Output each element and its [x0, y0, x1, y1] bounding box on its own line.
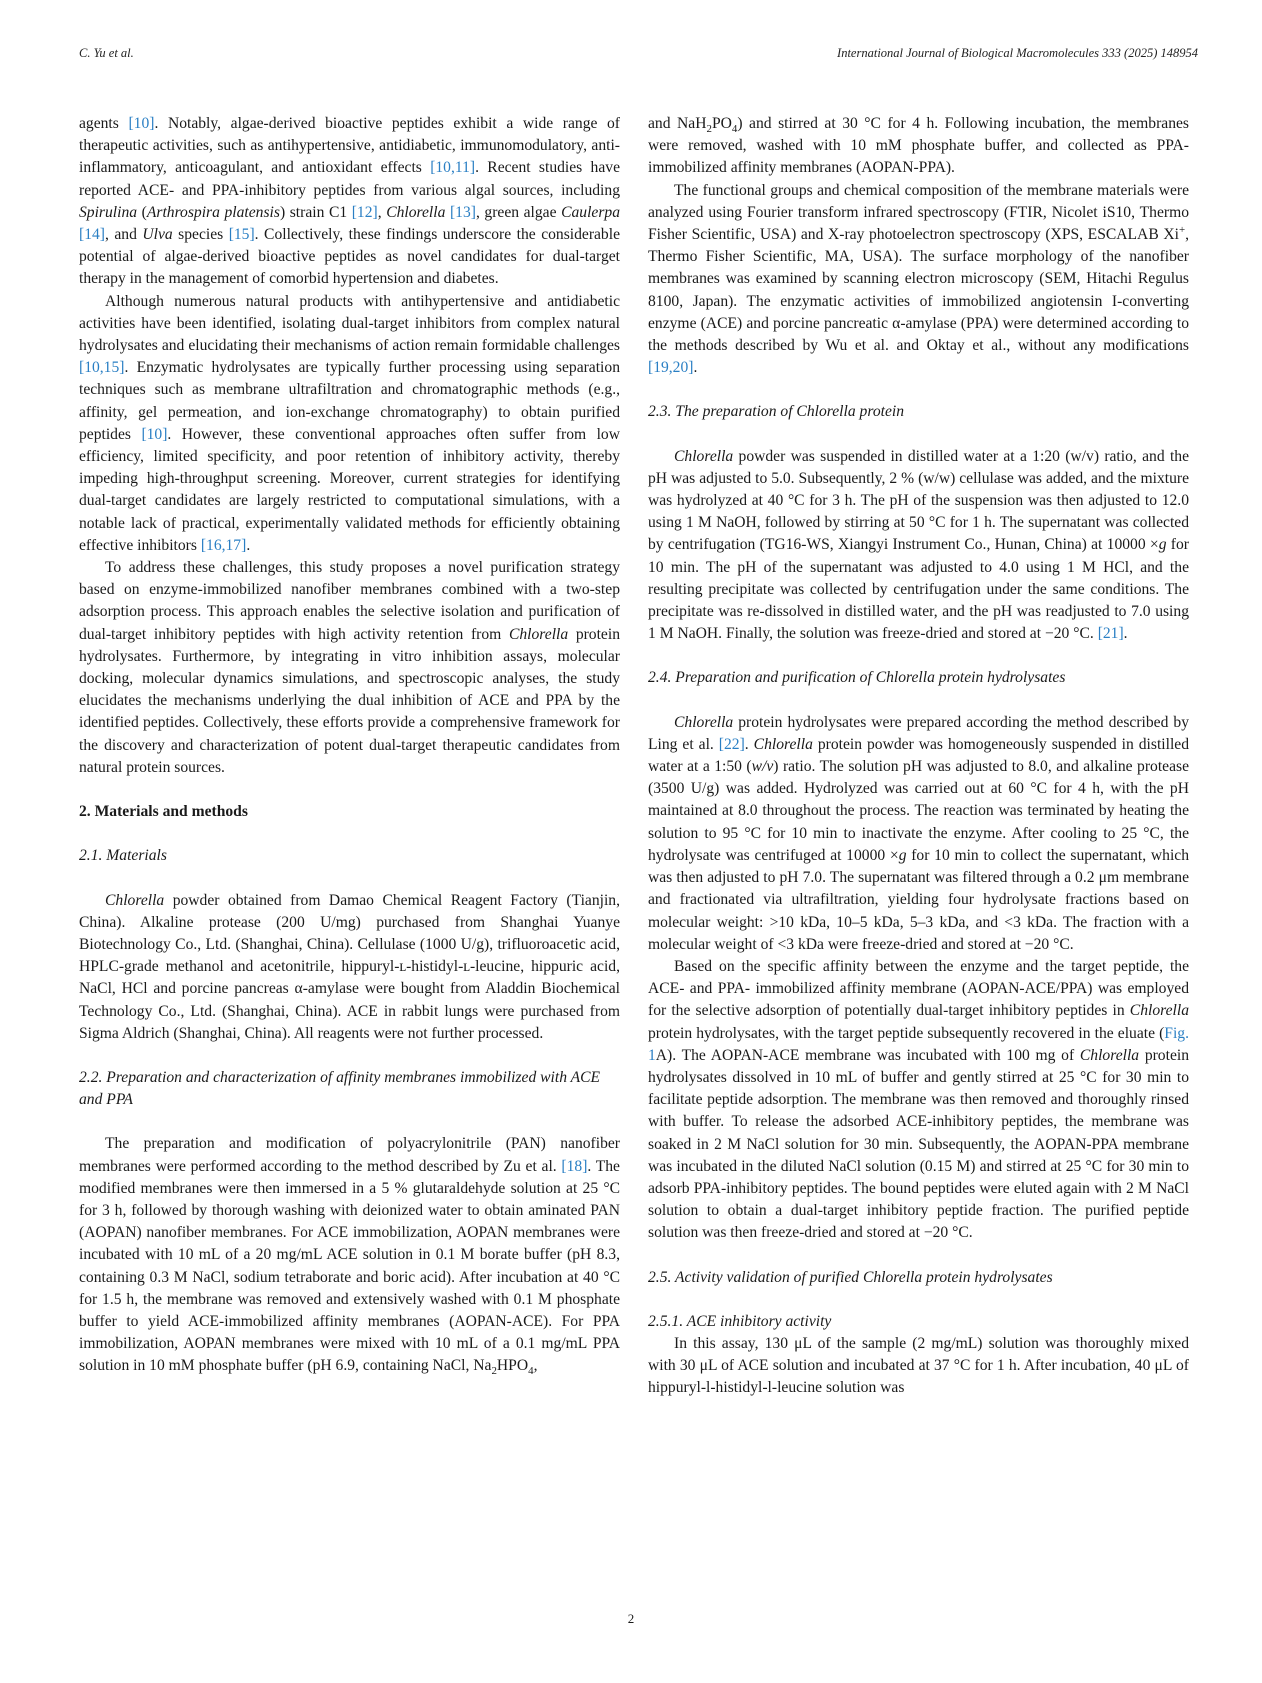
- right-column: [648, 113, 1189, 1400]
- paragraph-hydrolysate-prep: Chlorella protein hydrolysates were prepared according the method described by Ling et al. [22]. Chlorella protein powder was homogeneously suspended in distilled water at a 1:50 (w/v) ratio. The solution pH was adjusted to 8.0, and alkaline protease (3500 U/g) was added. Hydrolyzed was carried out at 60 °C for 4 h, with the pH maintained at 8.0 throughout the process. The reaction was terminated by heating the solution to 95 °C for 10 min to inactivate the enzyme. After cooling to 25 °C, the hydrolysate was centrifuged at 10000 ×g for 10 min to collect the supernatant, which was then adjusted to pH 7.0. The supernatant was filtered through a 0.2 μm membrane and fractionated via ultrafiltration, yielding four hydrolysate fractions based on molecular weight: >10 kDa, 10–5 kDa, 5–3 kDa, and <3 kDa. The fraction with a molecular weight of <3 kDa were freeze-dried and stored at −20 °C.: [648, 713, 1190, 953]
- header-journal: International Journal of Biological Macromolecules 333 (2025) 148954: [837, 46, 1198, 60]
- paragraph-membrane-prep: The preparation and modification of polyacrylonitrile (PAN) nanofiber membranes were performed according to the method described by Zu et al. [18]. The modified membranes were then immersed in a 5 % glutaraldehyde solution at 25 °C for 3 h, followed by thorough washing with deionized water to obtain aminated PAN (AOPAN) nanofiber membranes. For ACE immobilization, AOPAN membranes were incubated with 10 mL of a 20 mg/mL ACE solution in 0.1 M borate buffer (pH 8.3, containing 0.3 M NaCl, sodium tetraborate and boric acid). After incubation at 40 °C for 1.5 h, the membrane was removed and extensively washed with 0.1 M phosphate buffer to yield ACE-immobilized affinity membranes (AOPAN-ACE). For PPA immobilization, AOPAN membranes were mixed with 10 mL of a 0.1 mg/mL PPA solution in 10 mM phosphate buffer (pH 6.9, containing NaCl, $Na_2HPO_4$,: [79, 1135, 620, 1378]
- paragraph-chlorella-protein: Chlorella powder was suspended in distilled water at a 1:20 (w/v) ratio, and the pH was adjusted to 5.0. Subsequently, 2 % (w/w) cellulase was added, and the mixture was hydrolyzed at 40 °C for 3 h. The pH of the suspension was then adjusted to 12.0 using 1 M NaOH, followed by stirring at 50 °C for 1 h. The supernatant was collected by centrifugation (TG16-WS, Xiangyi Instrument Co., Hunan, China) at 10000 ×g for 10 min. The pH of the supernatant was adjusted to 4.0 using 1 M HCl, and the resulting precipitate was collected by centrifugation under the same conditions. The precipitate was re-dissolved in distilled water, and the pH was readjusted to 7.0 using 1 M NaOH. Finally, the solution was freeze-dried and stored at −20 °C. [21].: [648, 447, 1189, 643]
- citation-link[interactable]: [10]: [128, 115, 155, 132]
- citation-link[interactable]: [21]: [1097, 625, 1124, 643]
- left-column: [79, 113, 620, 1378]
- figure-link[interactable]: Fig. 1: [648, 1024, 1189, 1064]
- subsection-heading-chlorella-protein: 2.3. The preparation of Chlorella protein: [648, 403, 904, 421]
- running-header: [79, 46, 1198, 66]
- citation-link[interactable]: [10,15]: [79, 359, 125, 377]
- citation-link[interactable]: [15]: [228, 226, 255, 244]
- citation-link[interactable]: [10,11]: [430, 159, 476, 177]
- section-heading-materials-methods: 2. Materials and methods: [79, 803, 248, 821]
- subsection-heading-hydrolysates: 2.4. Preparation and purification of Chlorella protein hydrolysates: [648, 669, 1066, 687]
- paragraph-characterization: The functional groups and chemical composition of the membrane materials were analyzed using Fourier transform infrared spectroscopy (FTIR, Nicolet iS10, Thermo Fisher Scientific, USA) and X-ray photoelectron spectroscopy (XPS, ESCALAB Xi+, Thermo Fisher Scientific, MA, USA). The surface morphology of the nanofiber membranes was examined by scanning electron microscopy (SEM, Hitachi Regulus 8100, Japan). The enzymatic activities of immobilized angiotensin I-converting enzyme (ACE) and porcine pancreatic α-amylase (PPA) were determined according to the methods described by Wu et al. and Oktay et al., without any modifications [19,20].: [648, 181, 1189, 377]
- paragraph-study-proposal: To address these challenges, this study proposes a novel purification strategy based on enzyme-immobilized nanofiber membranes combined with a two-step adsorption process. This approach enables the selective isolation and purification of dual-target inhibitory peptides with high activity retention from Chlorella protein hydrolysates. Furthermore, by integrating in vitro inhibition assays, molecular docking, molecular dynamics simulations, and spectroscopic analyses, the study elucidates the mechanisms underlying the dual inhibition of ACE and PPA by the identified peptides. Collectively, these efforts provide a comprehensive framework for the discovery and characterization of potent dual-target therapeutic candidates from natural protein sources.: [79, 559, 620, 776]
- citation-link[interactable]: [18]: [561, 1157, 588, 1175]
- paragraph-materials: Chlorella powder obtained from Damao Chemical Reagent Factory (Tianjin, China). Alkaline protease (200 U/mg) purchased from Shanghai Yuanye Biotechnology Co., Ltd. (Shanghai, China). Cellulase (1000 U/g), trifluoroacetic acid, HPLC-grade methanol and acetonitrile, hippuryl-ʟ-histidyl-ʟ-leucine, hippuric acid, NaCl, HCl and porcine pancreas α-amylase were bought from Aladdin Biochemical Technology Co., Ltd. (Shanghai, China). ACE in rabbit lungs were purchased from Sigma Aldrich (Shanghai, China). All reagents were not further processed.: [79, 891, 620, 1042]
- citation-link[interactable]: [10]: [141, 425, 168, 443]
- paragraph-ace-assay: In this assay, 130 μL of the sample (2 mg/mL) solution was thoroughly mixed with 30 μL of ACE solution and incubated at 37 °C for 1 h. After incubation, 40 μL of hippuryl-l-histidyl-l-leucine solution was: [648, 1334, 1189, 1397]
- paragraph-intro-algae: agents [10]. Notably, algae-derived bioactive peptides exhibit a wide range of therapeutic activities, such as antihypertensive, antidiabetic, immunomodulatory, anti-inflammatory, anticoagulant, and antioxidant effects [10,11]. Recent studies have reported ACE- and PPA-inhibitory peptides from various algal sources, including Spirulina (Arthrospira platensis) strain C1 [12], Chlorella [13], green algae Caulerpa [14], and Ulva species [15]. Collectively, these findings underscore the considerable potential of algae-derived bioactive peptides as novel candidates for dual-target therapy in the management of comorbid hypertension and diabetes.: [79, 115, 621, 288]
- subsection-heading-materials: 2.1. Materials: [79, 847, 167, 865]
- citation-link[interactable]: [13]: [449, 203, 476, 221]
- header-authors: C. Yu et al.: [79, 46, 134, 60]
- subsection-heading-activity-validation: 2.5. Activity validation of purified Chlorella protein hydrolysates: [648, 1268, 1053, 1286]
- paragraph-challenges: Although numerous natural products with antihypertensive and antidiabetic activities have been identified, isolating dual-target inhibitors from complex natural hydrolysates and elucidating their mechanisms of action remain formidable challenges [10,15]. Enzymatic hydrolysates are typically further processing using separation techniques such as membrane ultrafiltration and chromatographic methods (e.g., affinity, gel permeation, and ion-exchange chromatography) to obtain purified peptides [10]. However, these conventional approaches often suffer from low efficiency, limited specificity, and poor retention of inhibitory activity, thereby impeding high-throughput screening. Moreover, current strategies for identifying dual-target candidates are largely restricted to computational simulations, with a notable lack of practical, experimentally validated methods for efficiently obtaining effective inhibitors [16,17].: [79, 292, 620, 554]
- citation-link[interactable]: [12]: [351, 203, 378, 221]
- citation-link[interactable]: [16,17]: [200, 536, 247, 554]
- paragraph-affinity-adsorption: Based on the specific affinity between the enzyme and the target peptide, the ACE- and PPA- immobilized affinity membrane (AOPAN-ACE/PPA) was employed for the selective adsorption of potentially dual-target inhibitory peptides in Chlorella protein hydrolysates, with the target peptide subsequently recovered in the eluate (Fig. 1A). The AOPAN-ACE membrane was incubated with 100 mg of Chlorella protein hydrolysates dissolved in 10 mL of buffer and gently stirred at 25 °C for 30 min to facilitate peptide adsorption. The membrane was then removed and thoroughly rinsed with buffer. To release the adsorbed ACE-inhibitory peptides, the membrane was soaked in 2 M NaCl solution for 30 min. Subsequently, the AOPAN-PPA membrane was incubated in the diluted NaCl solution (0.15 M) and stirred at 25 °C for 30 min to adsorb PPA-inhibitory peptides. The bound peptides were eluted again with 2 M NaCl solution to obtain a dual-target inhibitory peptide fraction. The purified peptide solution was then freeze-dried and stored at −20 °C.: [648, 957, 1189, 1242]
- paragraph-ppa-immobilization: and $NaH_2PO_4$) and stirred at 30 °C for 4 h. Following incubation, the membranes were removed, washed with 10 mM phosphate buffer, and collected as PPA-immobilized affinity membranes (AOPAN-PPA).: [648, 115, 1189, 177]
- subsection-heading-affinity-membranes: 2.2. Preparation and characterization of affinity membranes immobilized with ACE and PPA: [79, 1068, 601, 1109]
- subsubsection-heading-ace-activity: 2.5.1. ACE inhibitory activity: [648, 1312, 832, 1330]
- page-number: 2: [627, 1611, 635, 1626]
- citation-link[interactable]: [19,20]: [648, 359, 694, 377]
- citation-link[interactable]: [22]: [718, 735, 745, 753]
- citation-link[interactable]: [14]: [79, 226, 105, 244]
